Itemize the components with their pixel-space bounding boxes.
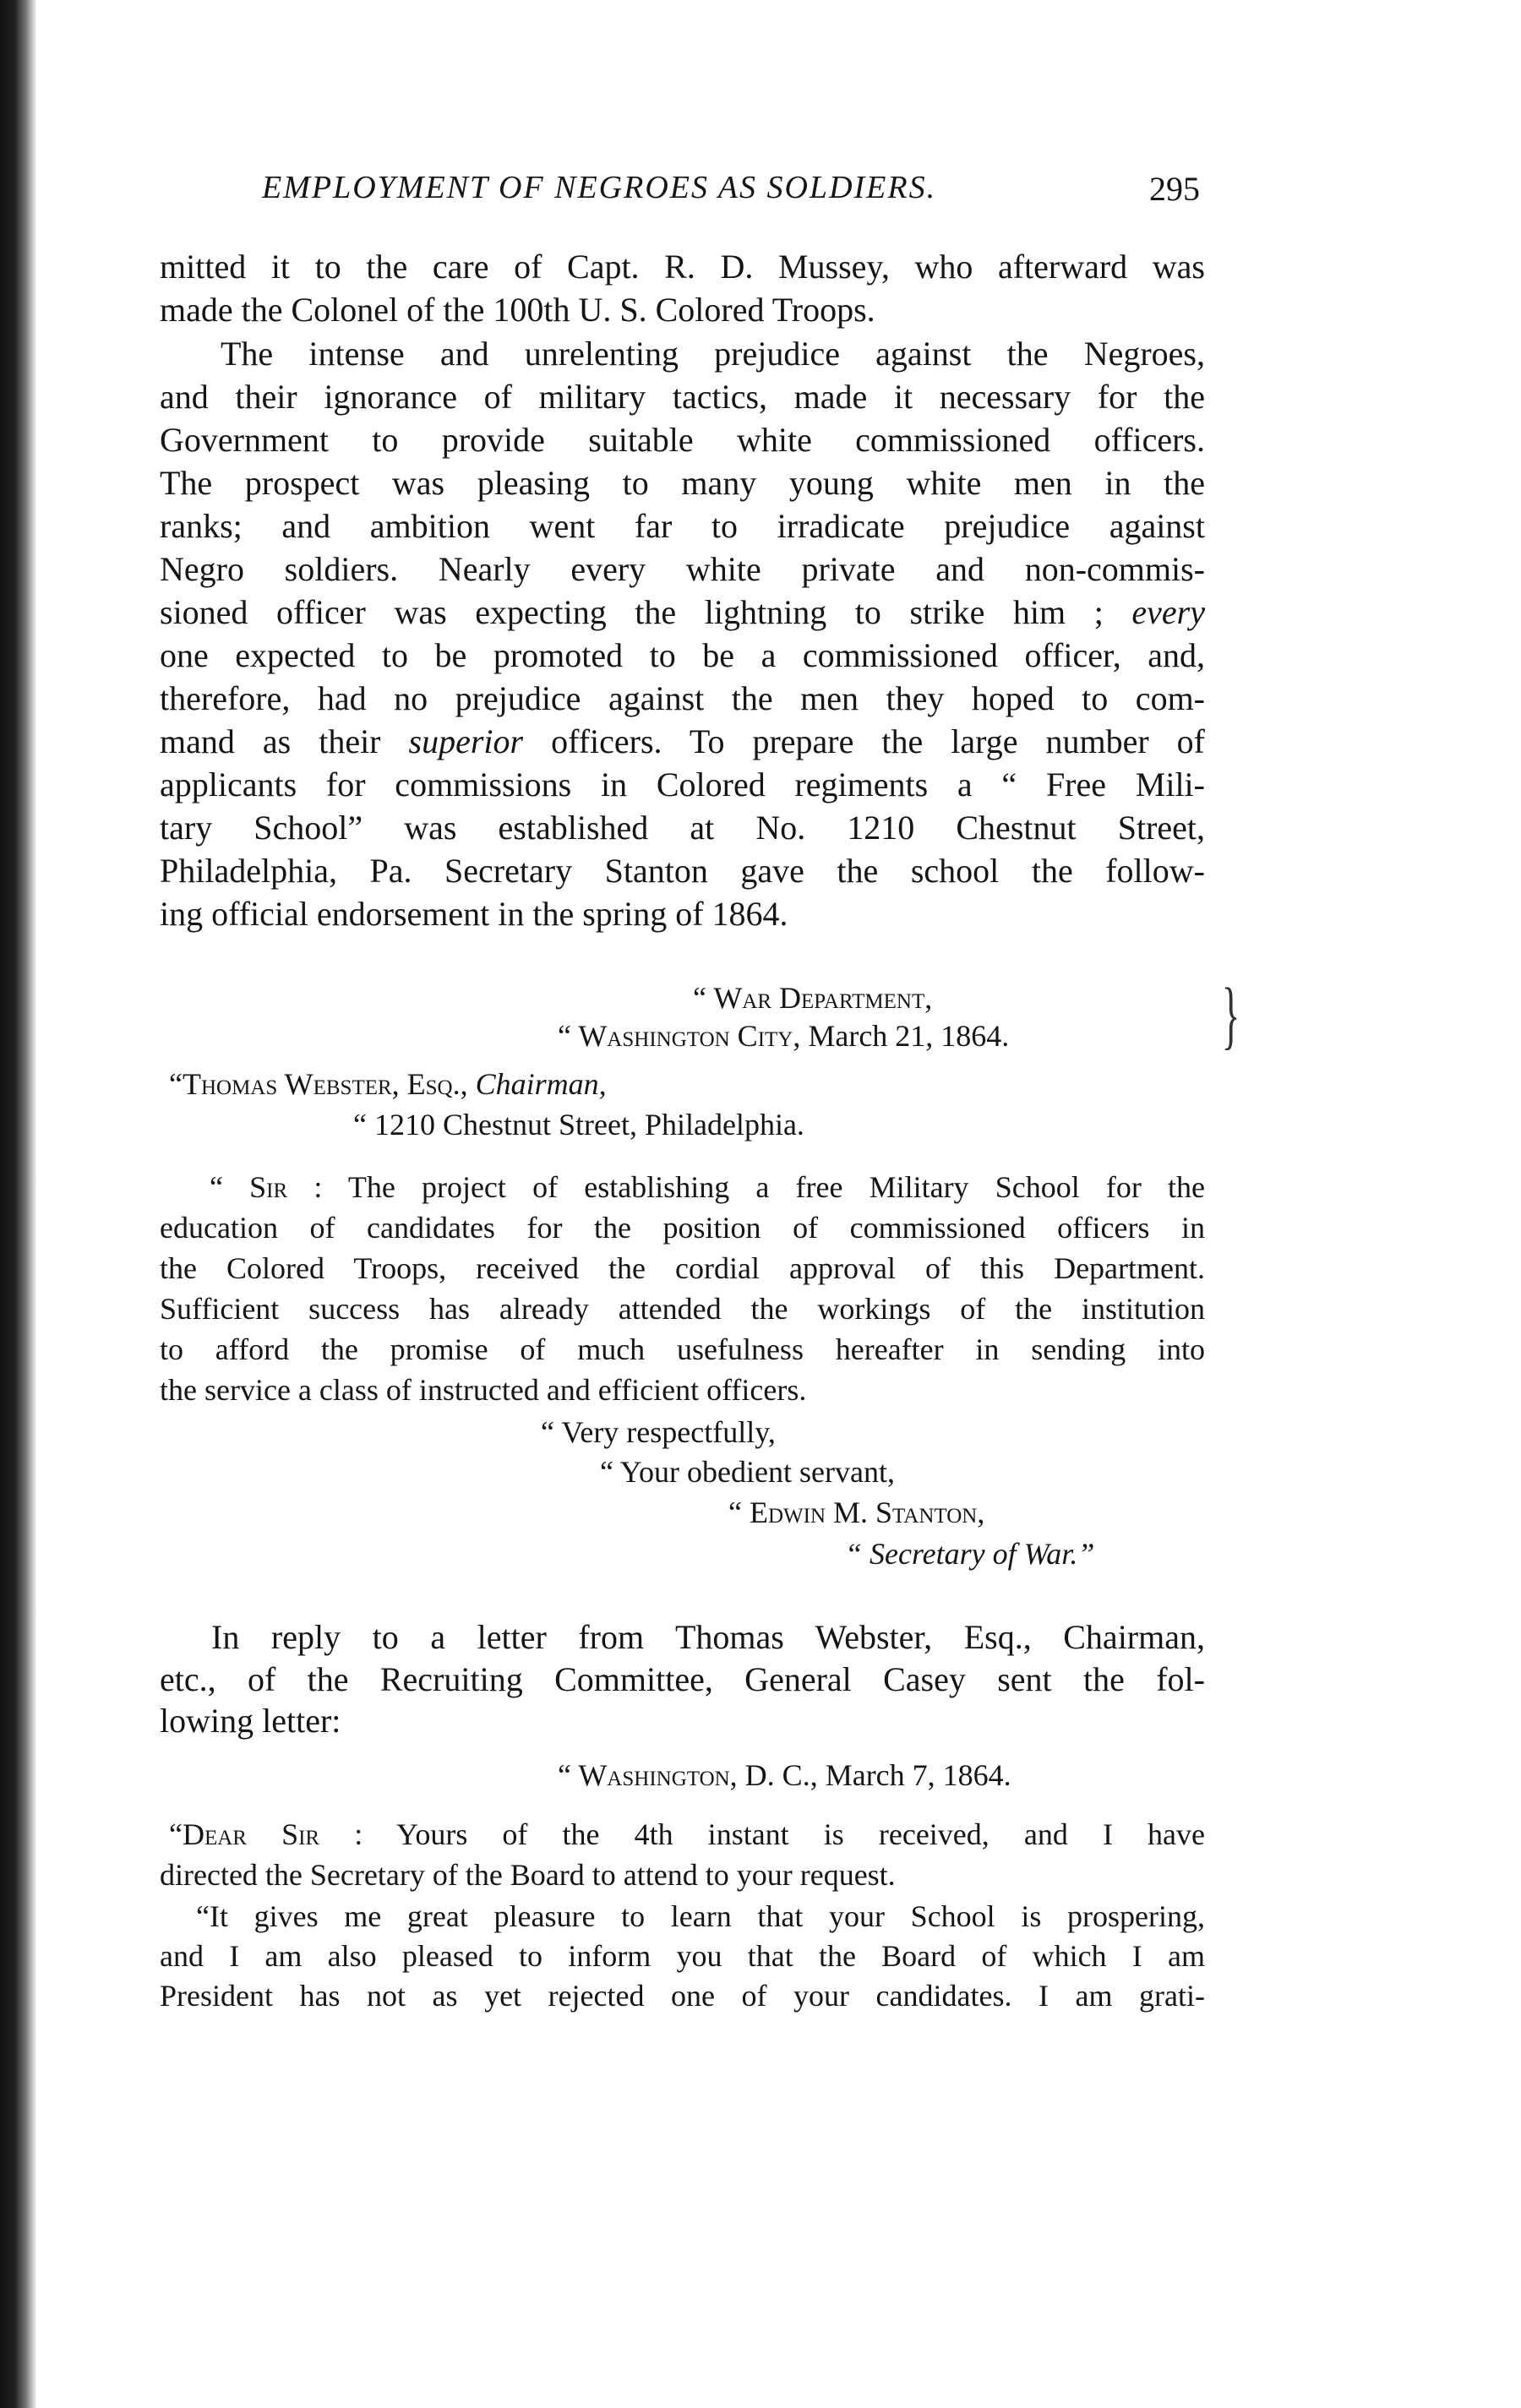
text-run: “ Washington, D. C., [558, 1758, 818, 1792]
letter-signature-line [541, 1414, 776, 1450]
text-run: ing official endorsement in the spring of 1864. [160, 895, 788, 933]
text-run: to afford the promise of much usefulness hereafter in sending into [160, 1332, 1205, 1366]
text-run: one expected to be promoted to be a commissioned officer, and, [160, 636, 1205, 674]
text-run [468, 1067, 476, 1101]
letter-addressee-line [169, 1066, 607, 1102]
paragraph-prejudice-line [160, 765, 1205, 804]
letter-addressee-line [353, 1107, 804, 1142]
letter-body-line [160, 1372, 806, 1408]
text-run: “ 1210 Chestnut Street, Philadelphia. [353, 1108, 804, 1141]
letter-heading-line [693, 980, 932, 1016]
text-run: President has not as yet rejected one of your candidates. I am grati- [160, 1979, 1205, 2013]
text-run: applicants for commissions in Colored regiments a “ Free Mili- [160, 765, 1205, 804]
casey-letter-body-line [160, 1978, 1205, 2013]
text-run: Philadelphia, Pa. Secretary Stanton gave the school the follow- [160, 852, 1205, 890]
text-run: The prospect was pleasing to many young white men in the [160, 464, 1205, 502]
letter-body-line [160, 1250, 1205, 1286]
letter-signature-line [600, 1454, 895, 1490]
text-run: every [1131, 593, 1205, 631]
text-run: “ Your obedient servant, [600, 1455, 895, 1489]
casey-letter-body-line [196, 1899, 1205, 1934]
text-run: ranks; and ambition went far to irradicate prejudice against [160, 507, 1205, 545]
text-run: mand as their [160, 722, 409, 760]
casey-letter-body-line [160, 1857, 896, 1893]
text-run: the Colored Troops, received the cordial approval of this Department. [160, 1251, 1205, 1285]
text-run: and their ignorance of military tactics, made it necessary for the [160, 378, 1205, 416]
paragraph-prejudice-line [160, 377, 1205, 417]
text-run: The intense and unrelenting prejudice against the Negroes, [221, 335, 1205, 373]
text-run: March 21, 1864. [800, 1019, 1010, 1053]
text-run: : Yours of the 4th instant is received, and I have [319, 1817, 1205, 1851]
paragraph-reply-line [160, 1701, 341, 1741]
brace-mark: } [1221, 973, 1240, 1057]
text-run: mitted it to the care of Capt. R. D. Mussey, who afterward was [160, 248, 1205, 286]
text-run: “ Washington City, [558, 1019, 801, 1053]
text-run: “Dear Sir [169, 1817, 320, 1851]
text-run: Sir [249, 1170, 288, 1204]
page-number: 295 [1149, 170, 1200, 208]
letter-signature-line [845, 1536, 1094, 1572]
paragraph-prejudice-line [160, 420, 1205, 460]
paragraph-prejudice-line [160, 592, 1205, 632]
text-run: : The project of establishing a free Military School for the [287, 1170, 1205, 1204]
casey-letter-body-line [169, 1817, 1205, 1852]
text-run: education of candidates for the position of commissioned officers in [160, 1211, 1205, 1245]
text-run: “ Very respectfully, [541, 1415, 776, 1449]
text-run: Chairman, [475, 1067, 607, 1101]
text-run: “It gives me great pleasure to learn that your School is prospering, [196, 1899, 1205, 1933]
letter-body-line [160, 1332, 1205, 1367]
paragraph-prejudice-line [160, 463, 1205, 503]
casey-letter-body-line [160, 1938, 1205, 1974]
letter-body-line [210, 1169, 1205, 1205]
text-run: In reply to a letter from Thomas Webster, Esq., Chairman, [211, 1618, 1205, 1656]
text-run: Government to provide suitable white commissioned officers. [160, 421, 1205, 459]
paragraph-prejudice-line [160, 851, 1205, 891]
text-run: Sufficient success has already attended the workings of the institution [160, 1292, 1205, 1326]
letter-body-line [160, 1291, 1205, 1327]
paragraph-prejudice-line [160, 808, 1205, 847]
letter-body-line [160, 1210, 1205, 1245]
paragraph-reply-line [160, 1659, 1205, 1699]
running-title: EMPLOYMENT OF NEGROES AS SOLDIERS. [262, 170, 937, 205]
letter-heading-line [558, 1018, 1009, 1054]
paragraph-prejudice-line [160, 506, 1205, 546]
paragraph-prejudice-line [221, 334, 1205, 373]
text-run: and I am also pleased to inform you that the Board of which I am [160, 1939, 1205, 1973]
paragraph-prejudice-line [160, 894, 788, 934]
text-run: superior [408, 722, 524, 760]
text-run: made the Colonel of the 100th U. S. Colored Troops. [160, 291, 875, 329]
text-run: officers. To prepare the large number of [523, 722, 1205, 760]
paragraph-prejudice-line [160, 678, 1205, 718]
paragraph-intro-line [160, 247, 1205, 286]
text-run: March 7, 1864. [817, 1758, 1011, 1792]
text-run: “Thomas Webster, Esq., [169, 1067, 468, 1101]
text-run: tary School” was established at No. 1210 Chestnut Street, [160, 809, 1205, 847]
text-run: the service a class of instructed and efficient officers. [160, 1373, 807, 1407]
paragraph-intro-line [160, 290, 875, 330]
text-run: “ Secretary of War.” [845, 1537, 1095, 1571]
paragraph-prejudice-line [160, 722, 1205, 761]
casey-letter-heading-line [558, 1757, 1011, 1793]
text-run: “ [210, 1170, 250, 1204]
paragraph-prejudice-line [160, 549, 1205, 589]
paragraph-reply-line [211, 1617, 1205, 1657]
text-run: sioned officer was expecting the lightning to strike him ; [160, 593, 1132, 631]
text-run: directed the Secretary of the Board to attend to your request. [160, 1858, 896, 1892]
book-binding-edge [0, 0, 37, 2408]
text-run: lowing letter: [160, 1702, 341, 1740]
letter-signature-line [728, 1495, 984, 1530]
text-run: Negro soldiers. Nearly every white private and non-commis- [160, 550, 1205, 588]
text-run: etc., of the Recruiting Committee, General Casey sent the fol- [160, 1660, 1205, 1698]
paragraph-prejudice-line [160, 635, 1205, 675]
text-run: therefore, had no prejudice against the men they hoped to com- [160, 679, 1205, 717]
text-run: “ Edwin M. Stanton, [728, 1495, 985, 1529]
text-run: “ War Department, [693, 981, 933, 1015]
